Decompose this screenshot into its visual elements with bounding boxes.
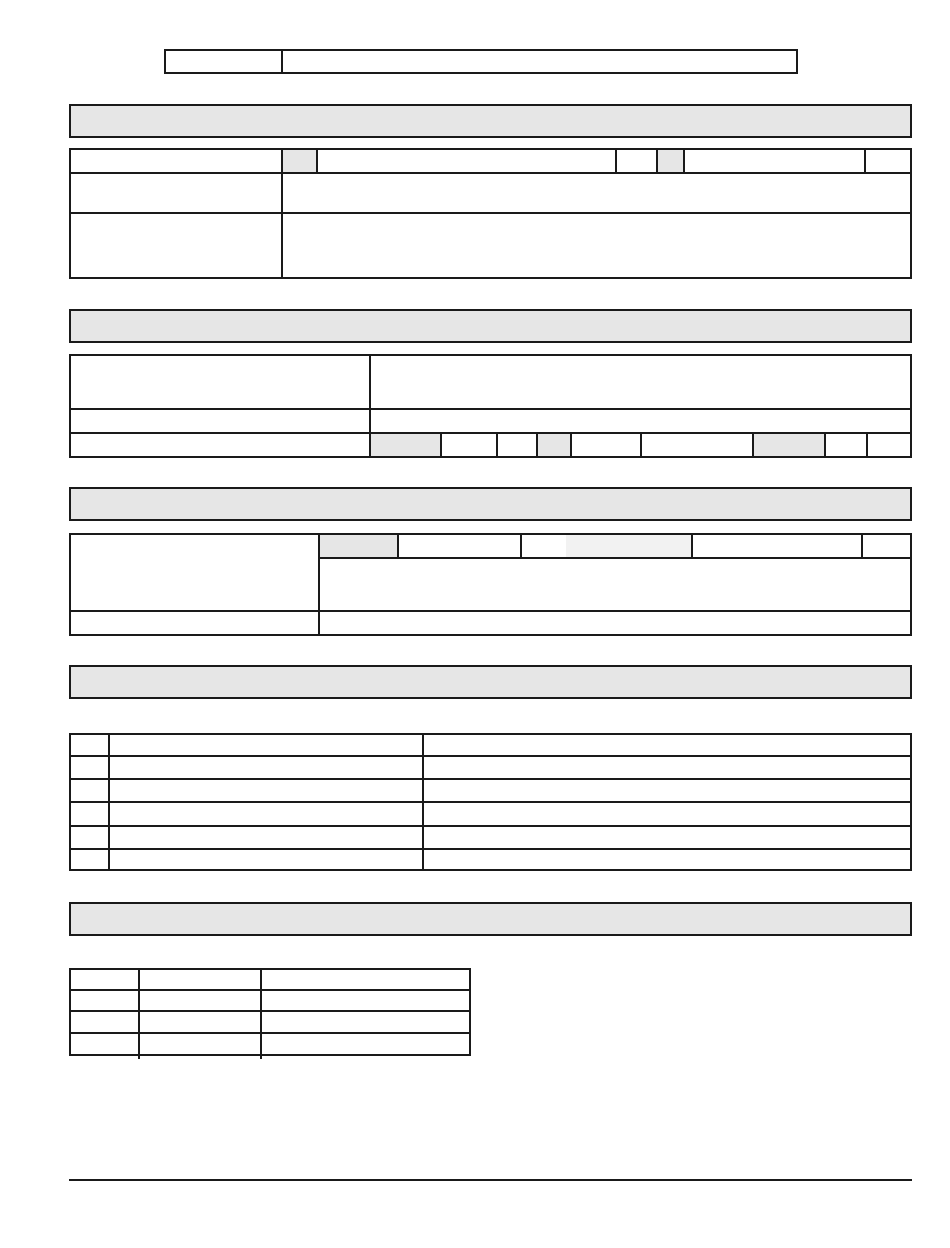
section-1-field-c[interactable] [283,174,910,211]
section-1-field-d[interactable] [283,214,910,277]
section-4-header [69,665,912,699]
section-1-field-a[interactable] [318,150,614,172]
section-2-field-b[interactable] [371,410,910,431]
section-2-field-a[interactable] [371,356,910,407]
section-2-header [69,309,912,343]
section-3-field-b[interactable] [693,535,860,557]
section-1-field-b[interactable] [685,150,863,172]
section-5-table [69,968,471,1056]
section-3-field-a[interactable] [399,535,519,557]
section-3-field-d[interactable] [320,612,910,634]
section-3-header [69,487,912,521]
title-box [164,49,798,74]
section-1-header [69,104,912,138]
section-3-field-c[interactable] [320,559,910,609]
section-5-header [69,902,912,936]
footer-divider [69,1179,912,1181]
